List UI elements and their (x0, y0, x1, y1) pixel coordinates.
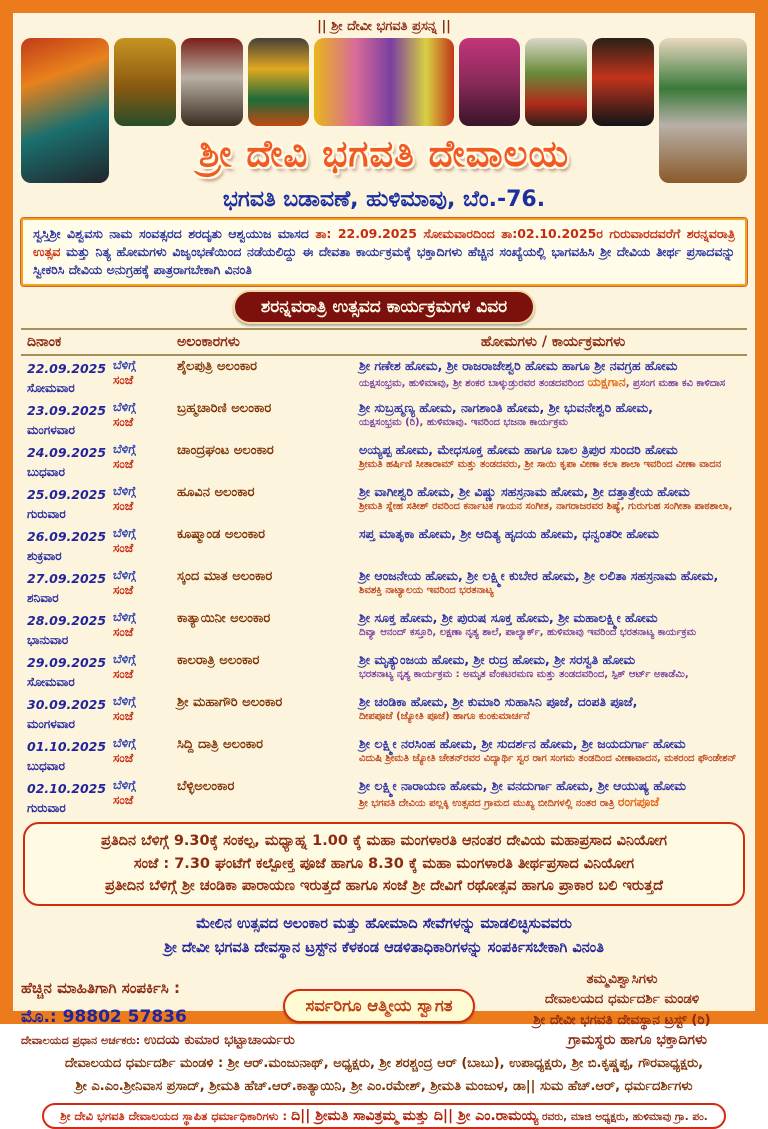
row-time-cell (113, 526, 169, 564)
row-alankara: ಸ್ಕಂದ ಮಾತ ಅಲಂಕಾರ (177, 569, 273, 585)
row-date-cell (21, 526, 113, 564)
deity-photo-green-saree (248, 38, 310, 126)
row-time-cell (113, 694, 169, 732)
row-time-cell (113, 610, 169, 648)
row-time-cell (113, 400, 169, 438)
program-text: ವಿದುಷಿ ಶ್ರೀಮತಿ ಜ್ಯೋತಿ ಚೇತನ್‌ರವರ ವಿದ್ಯಾರ್ಥಿ ಸ್ವರ ರಾಗ ಸಂಗಮ ತಂಡದಿಂದ ವೀಣಾವಾದನ, ಮಕರಂದ ಫೌಂಡೇಶನ್ (359, 753, 737, 764)
row-date: 27.09.2025 (27, 571, 107, 587)
row-alankara: ಶ್ರೀ ಮಹಾಗೌರಿ ಅಲಂಕಾರ (177, 695, 283, 711)
row-weekday: ಗುರುವಾರ (27, 801, 66, 816)
schedule-header-row (21, 328, 747, 356)
row-date: 25.09.2025 (27, 487, 107, 503)
trustee-board-line-2: ಶ್ರೀ ಎ.ಎಂ.ಶ್ರೀನಿವಾಸ ಪ್ರಸಾದ್, ಶ್ರೀಮತಿ ಹೆಚ್.ಆರ್.ಕಾತ್ಯಾಯಿನಿ, ಶ್ರೀ ಎಂ.ರಮೇಶ್, ಶ್ರೀಮತಿ ಮಂಜುಳ, ಡಾ|| ಸುಮ ಹೆಚ್.ಆರ್, ಧರ್ಮದರ್ಶಿಗಳು (75, 1079, 693, 1095)
row-weekday: ಶುಕ್ರವಾರ (27, 549, 62, 564)
row-date-cell (21, 400, 113, 438)
row-date: 24.09.2025 (27, 445, 107, 461)
program-text: ದಿವ್ಯಾ ಆನಂದ್ ಕಸ್ತೂರಿ, ಲಕ್ಷಣಾ ನೃತ್ಯ ಶಾಲೆ, ಪಾಲ್ಯಾರ್ಕ್, ಹುಳಿಮಾವು ಇವರಿಂದ ಭರತನಾಟ್ಯ ಕಾರ್ಯಕ್ರಮ (359, 627, 697, 638)
program-text: ದೀಪಪೂಜೆ (ಜ್ಯೋತಿ ಪೂಜೆ) ಹಾಗೂ ಕುಂಕುಮಾರ್ಚನೆ (359, 711, 530, 722)
temple-address: ಭಗವತಿ ಬಡಾವಣೆ, ಹುಳಿಮಾವು, ಬೆಂ.-76. (222, 187, 546, 212)
row-programs-cell (359, 652, 747, 690)
row-date: 02.10.2025 (27, 781, 107, 797)
row-time-evening: ಸಂಜೆ (113, 793, 134, 808)
program-text: ಶಿವಶಕ್ತಿ ನಾಟ್ಯಾಲಯ ಇವರಿಂದ ಭರತನಾಟ್ಯ (359, 585, 494, 596)
photo-slot-strip (114, 38, 654, 126)
contact-section (21, 969, 747, 1030)
photo-center-column (114, 38, 654, 176)
invocation-line: || ಶ್ರೀ ದೇವೀ ಭಗವತಿ ಪ್ರಸನ್ನ || (317, 19, 451, 34)
row-alankara: ಕಾತ್ಯಾಯಿನೀ ಅಲಂಕಾರ (177, 611, 271, 627)
program-text: ಶ್ರೀಮತಿ ಹರ್ಷಿಣಿ ಸೀತಾರಾಮ್ ಮತ್ತು ತಂಡದವರು, ಶ್ರೀ ಸಾಯಿ ಕೃಪಾ ವೀಣಾ ಕಲಾ ಶಾಲಾ ಇವರಿಂದ ವೀಣಾ ವಾದನ (359, 459, 722, 470)
schedule-row (21, 692, 747, 734)
row-time-morning: ಬೆಳಿಗ್ಗೆ (113, 694, 136, 709)
row-cultural-program (359, 416, 747, 430)
welcome-pill: ಸರ್ವರಿಗೂ ಆತ್ಮೀಯ ಸ್ವಾಗತ (283, 989, 474, 1023)
row-date-cell (21, 694, 113, 732)
row-time-evening: ಸಂಜೆ (113, 541, 134, 556)
row-time-cell (113, 358, 169, 396)
signoff-line-4: ಗ್ರಾಮಸ್ಥರು ಹಾಗೂ ಭಕ್ತಾದಿಗಳು (568, 1031, 707, 1048)
row-alankara: ಸಿದ್ದಿ ದಾತ್ರಿ ಅಲಂಕಾರ (177, 737, 264, 753)
row-date-cell (21, 358, 113, 396)
row-cultural-program (359, 794, 747, 811)
temple-title: ಶ್ರೀ ದೇವಿ ಭಗವತಿ ದೇವಾಲಯ (198, 132, 570, 175)
deity-photo-navadurga-group (314, 38, 453, 126)
row-alankara: ಬೆಳ್ಳಿಅಲಂಕಾರ (177, 779, 235, 795)
row-time-morning: ಬೆಳಿಗ್ಗೆ (113, 442, 136, 457)
schedule-row (21, 776, 747, 818)
row-time-cell (113, 778, 169, 816)
row-time-evening: ಸಂಜೆ (113, 583, 134, 598)
row-weekday: ಬುಧವಾರ (27, 759, 65, 774)
head-priest-line (21, 1032, 295, 1048)
row-homa-list: ಶ್ರೀ ವಾಗೀಶ್ವರಿ ಹೋಮ, ಶ್ರೀ ವಿಷ್ಣು ಸಹಸ್ರನಾಮ ಹೋಮ, ಶ್ರೀ ದತ್ತಾತ್ರೇಯ ಹೋಮ (359, 484, 690, 500)
welcome-pill-wrap (261, 969, 497, 1023)
priest-villagers-row (21, 1032, 747, 1048)
row-time-evening: ಸಂಜೆ (113, 415, 134, 430)
column-header-spacer (113, 334, 169, 350)
timing-line-2: ಸಂಜೆ : 7.30 ಘಂಟೆಗೆ ಕಲ್ಪೋಕ್ತ ಪೂಜೆ ಹಾಗೂ 8.30 ಕ್ಕೆ ಮಹಾ ಮಂಗಳಾರತಿ ತೀರ್ಥಪ್ರಸಾದ ವಿನಿಯೋಗ (133, 855, 635, 872)
row-time-morning: ಬೆಳಿಗ್ಗೆ (113, 484, 136, 499)
row-time-morning: ಬೆಳಿಗ್ಗೆ (113, 778, 136, 793)
row-date: 23.09.2025 (27, 403, 107, 419)
deity-photo-utsava-murti (21, 38, 109, 183)
row-time-evening: ಸಂಜೆ (113, 751, 134, 766)
row-time-morning: ಬೆಳಿಗ್ಗೆ (113, 526, 136, 541)
founders-names: ದಿ|| ಶ್ರೀಮತಿ ಸಾವಿತ್ರಮ್ಮ ಮತ್ತು ದಿ|| ಶ್ರೀ ಎಂ.ರಾಮಯ್ಯ (291, 1107, 539, 1124)
row-date: 22.09.2025 (27, 361, 107, 377)
row-programs-cell (359, 484, 747, 522)
program-text: , ಪ್ರಸಂಗ ಮಹಾ ಕವಿ ಕಾಳಿದಾಸ (625, 378, 726, 389)
row-alankara: ಶೈಲಪುತ್ರಿ ಅಲಂಕಾರ (177, 359, 258, 375)
signoff-line-2: ದೇವಾಲಯದ ಧರ್ಮದರ್ಶಿ ಮಂಡಳಿ (544, 991, 700, 1008)
program-text: ಭರತನಾಟ್ಯ ನೃತ್ಯ ಕಾರ್ಯಕ್ರಮ : ಅಮೃತ ವೆಂಕಟರಮಣ ಮತ್ತು ತಂಡದವರಿಂದ, ಸ್ಪಿಕ್ ಆರ್ಟ್ ಅಕಾಡೆಮಿ, (359, 669, 689, 680)
founders-suffix: ರವರು, ಮಾಜಿ ಅಧ್ಯಕ್ಷರು, ಹುಳಿಮಾವು ಗ್ರಾ. ಪಂ. (538, 1110, 708, 1123)
head-priest-label: ದೇವಾಲಯದ ಪ್ರಧಾನ ಅರ್ಚಕರು: (21, 1033, 144, 1047)
row-alankara: ಹೂವಿನ ಅಲಂಕಾರ (177, 485, 255, 501)
row-alankara: ಬ್ರಹ್ಮಚಾರಿಣಿ ಅಲಂಕಾರ (177, 401, 272, 417)
row-date: 30.09.2025 (27, 697, 107, 713)
row-time-morning: ಬೆಳಿಗ್ಗೆ (113, 400, 136, 415)
row-date-cell (21, 442, 113, 480)
schedule-row (21, 734, 747, 776)
daily-timings-box (23, 822, 745, 905)
schedule-rows (21, 356, 747, 818)
deity-photo-dark-face-garland (592, 38, 654, 126)
schedule-row (21, 440, 747, 482)
schedule-table (21, 328, 747, 818)
row-alankara: ಕಾಲರಾತ್ರಿ ಅಲಂಕಾರ (177, 653, 260, 669)
column-header-programs: ಹೋಮಗಳು / ಕಾರ್ಯಕ್ರಮಗಳು (480, 334, 626, 351)
row-cultural-program (359, 374, 747, 391)
row-weekday: ಸೋಮವಾರ (27, 675, 75, 690)
row-time-morning: ಬೆಳಿಗ್ಗೆ (113, 610, 136, 625)
row-time-cell (113, 736, 169, 774)
festival-intro-paragraph (21, 218, 747, 286)
contact-label: ಹೆಚ್ಚಿನ ಮಾಹಿತಿಗಾಗಿ ಸಂಪರ್ಕಿಸಿ : (21, 979, 180, 998)
row-time-evening: ಸಂಜೆ (113, 373, 134, 388)
schedule-row (21, 566, 747, 608)
row-weekday: ಗುರುವಾರ (27, 507, 66, 522)
row-programs-cell (359, 442, 747, 480)
row-weekday: ಭಾನುವಾರ (27, 633, 69, 648)
row-date-cell (21, 568, 113, 606)
schedule-row (21, 398, 747, 440)
deity-photo-decorated-sanctum (659, 38, 747, 183)
row-cultural-program (359, 752, 747, 766)
deity-photo-pink-shrine (459, 38, 521, 126)
row-cultural-program (359, 584, 747, 598)
program-highlight: ಯಕ್ಷಗಾನ (587, 374, 626, 389)
row-time-cell (113, 442, 169, 480)
row-homa-list: ಅಯ್ಯಪ್ಪ ಹೋಮ, ಮೇಧಸೂಕ್ತ ಹೋಮ ಹಾಗೂ ಬಾಲ ತ್ರಿಪುರ ಸುಂದರಿ ಹೋಮ (359, 442, 678, 458)
row-cultural-program (359, 500, 747, 514)
row-date: 01.10.2025 (27, 739, 107, 755)
signoff-line-3: ಶ್ರೀ ದೇವೀ ಭಗವತಿ ದೇವಸ್ಥಾನ ಟ್ರಸ್ಟ್ (ರಿ) (533, 1011, 711, 1028)
program-highlight: ರಂಗಪೂಜೆ (617, 794, 660, 809)
contact-phone-number: ಮೊ.: 98802 57836 (21, 1007, 187, 1028)
row-homa-list: ಶ್ರೀ ಸುಬ್ರಹ್ಮಣ್ಯ ಹೋಮ, ನಾಗಶಾಂತಿ ಹೋಮ, ಶ್ರೀ ಭುವನೇಶ್ವರಿ ಹೋಮ, (359, 400, 653, 416)
timing-line-3: ಪ್ರತೀದಿನ ಬೆಳಿಗ್ಗೆ ಶ್ರೀ ಚಂಡಿಕಾ ಪಾರಾಯಣ ಇರುತ್ತದೆ ಹಾಗೂ ಸಂಜೆ ಶ್ರೀ ದೇವಿಗೆ ರಥೋತ್ಸವ ಹಾಗೂ ಪ್ರಾಕಾರ ಬಲಿ ಇರುತ್ತದೆ (104, 878, 664, 895)
schedule-row (21, 524, 747, 566)
row-cultural-program (359, 458, 747, 472)
row-date: 28.09.2025 (27, 613, 107, 629)
row-date-cell (21, 652, 113, 690)
row-time-evening: ಸಂಜೆ (113, 625, 134, 640)
row-weekday: ಮಂಗಳವಾರ (27, 423, 76, 438)
row-time-cell (113, 484, 169, 522)
contact-block (21, 969, 261, 1027)
row-time-morning: ಬೆಳಿಗ್ಗೆ (113, 568, 136, 583)
intro-segment: ಸ್ವಸ್ತಿಶ್ರೀ ವಿಶ್ವವಸು ನಾಮ ಸಂವತ್ಸರದ ಶರದೃತು ಆಶ್ವಯುಜ ಮಾಸದ (33, 226, 316, 241)
row-homa-list: ಶ್ರೀ ಸೂಕ್ತ ಹೋಮ, ಶ್ರೀ ಪುರುಷ ಸೂಕ್ತ ಹೋಮ, ಶ್ರೀ ಮಹಾಲಕ್ಷ್ಮೀ ಹೋಮ (359, 610, 658, 626)
schedule-title-pill: ಶರನ್ನವರಾತ್ರಿ ಉತ್ಸವದ ಕಾರ್ಯಕ್ರಮಗಳ ವಿವರ (233, 290, 535, 324)
program-text: ಶ್ರೀ ಭಗವತಿ ದೇವಿಯ ಪಲ್ಲಕ್ಕಿ ಉತ್ಸವದ ಗ್ರಾಮದ ಮುಖ್ಯ ಬೀದಿಗಳಲ್ಲಿ ನಂತರ ರಾತ್ರಿ (359, 798, 618, 809)
row-time-evening: ಸಂಜೆ (113, 667, 134, 682)
row-homa-list: ಸಪ್ತ ಮಾತೃಕಾ ಹೋಮ, ಶ್ರೀ ಆದಿತ್ಯ ಹೃದಯ ಹೋಮ, ಧನ್ವಂತರೀ ಹೋಮ (359, 526, 660, 542)
row-homa-list: ಶ್ರೀ ಆಂಜನೇಯ ಹೋಮ, ಶ್ರೀ ಲಕ್ಷ್ಮೀ ಕುಬೇರ ಹೋಮ, ಶ್ರೀ ಲಲಿತಾ ಸಹಸ್ರನಾಮ ಹೋಮ, (359, 568, 719, 584)
deity-photo-garlanded-idol (525, 38, 587, 126)
row-programs-cell (359, 568, 747, 606)
row-alankara: ಚಾಂದ್ರಘಂಟ ಅಲಂಕಾರ (177, 443, 274, 459)
row-programs-cell (359, 526, 747, 564)
row-time-morning: ಬೆಳಿಗ್ಗೆ (113, 652, 136, 667)
row-weekday: ಬುಧವಾರ (27, 465, 65, 480)
program-text: ಯಕ್ಷಸಂಭ್ರಮ (ರಿ), ಹುಳಿಮಾವು. ಇವರಿಂದ ಭಜನಾ ಕಾರ್ಯಕ್ರಮ (359, 417, 568, 428)
row-time-cell (113, 568, 169, 606)
row-homa-list: ಶ್ರೀ ಗಣೇಶ ಹೋಮ, ಶ್ರೀ ರಾಜರಾಜೇಶ್ವರಿ ಹೋಮ ಹಾಗೂ ಶ್ರೀ ನವಗ್ರಹ ಹೋಮ (359, 358, 678, 374)
column-header-alankara: ಅಲಂಕಾರಗಳು (177, 334, 240, 351)
appeal-line-1: ಮೇಲಿನ ಉತ್ಸವದ ಅಲಂಕಾರ ಮತ್ತು ಹೋಮಾದಿ ಸೇವೆಗಳನ್ನು ಮಾಡಲಿಚ್ಛಿಸುವವರು (196, 915, 572, 932)
founders-label: ಶ್ರೀ ದೇವಿ ಭಗವತಿ ದೇವಾಲಯದ ಸ್ಥಾಪಿತ ಧರ್ಮಾಧಿಕಾರಿಗಳು : (60, 1108, 292, 1123)
row-programs-cell (359, 358, 747, 396)
row-programs-cell (359, 694, 747, 732)
row-weekday: ಶನಿವಾರ (27, 591, 59, 606)
row-date-cell (21, 610, 113, 648)
row-alankara: ಕೂಷ್ಮಾಂಡ ಅಲಂಕಾರ (177, 527, 265, 543)
row-programs-cell (359, 610, 747, 648)
deity-photo-strip (21, 38, 747, 183)
row-weekday: ಮಂಗಳವಾರ (27, 717, 76, 732)
program-text: ಶ್ರೀಮತಿ ಸ್ನೇಹ ಸತೀಶ್ ರವರಿಂದ ಕರ್ನಾಟಕ ಗಾಯನ ಸಂಗೀತ, ನಾಗರಾಜರವರ ಶಿಷ್ಯೆ, ಗುರುಗುಹ ಸಂಗೀತಾ ಪಾಠಶಾಲಾ, (359, 501, 733, 512)
row-date: 26.09.2025 (27, 529, 107, 545)
program-text: ಯಕ್ಷಸಂಭ್ರಮ, ಹುಳಿಮಾವು, ಶ್ರೀ ಶಂಕರ ಬಾಳ್ಕುಡ್ರುರವರ ತಂಡದವರಿಂದ (359, 378, 588, 389)
row-time-evening: ಸಂಜೆ (113, 457, 134, 472)
schedule-row (21, 356, 747, 398)
intro-segment: ಮತ್ತು ನಿತ್ಯ ಹೋಮಗಳು ವಿಜೃಂಭಣೆಯಿಂದ ನಡೆಯಲಿದ್ದು ಈ ದೇವತಾ ಕಾರ್ಯಕ್ರಮಕ್ಕೆ ಭಕ್ತಾದಿಗಳು ಹೆಚ್ಚಿನ ಸಂಖ್ಯೆಯಲ್ಲಿ ಭಾಗವಹಿಸಿ ಶ್ರೀ ದೇವಿಯ ತೀರ್ಥ ಪ್ರಸಾದವನ್ನು ಸ್ವೀಕರಿಸಿ ದೇವಿಯ ಅನುಗ್ರಹಕ್ಕೆ ಪಾತ್ರರಾಗಬೇಕಾಗಿ ವಿನಂತಿ (33, 244, 736, 278)
photo-slot-right (659, 38, 747, 183)
row-weekday: ಸೋಮವಾರ (27, 381, 75, 396)
trustee-board-line-1: ದೇವಾಲಯದ ಧರ್ಮದರ್ಶಿ ಮಂಡಳಿ : ಶ್ರೀ ಆರ್.ಮಂಜುನಾಥ್, ಅಧ್ಯಕ್ಷರು, ಶ್ರೀ ಶರಶ್ಚಂದ್ರ ಆರ್ (ಬಾಬು), ಉಪಾಧ್ಯಕ್ಷರು, ಶ್ರೀ ಬಿ.ಕೃಷ್ಣಪ್ಪ, ಗೌರವಾಧ್ಯಕ್ಷರು, (64, 1055, 704, 1071)
deity-photo-white-flowers (181, 38, 243, 126)
head-priest-name: ಉದಯ ಕುಮಾರ ಭಟ್ಟಾಚಾರ್ಯರು (143, 1031, 295, 1048)
row-date: 29.09.2025 (27, 655, 107, 671)
signoff-line-1: ತಮ್ಮವಿಶ್ವಾಸಿಗಳು (586, 971, 658, 988)
founders-oval (42, 1103, 725, 1129)
signoff-block (497, 969, 747, 1030)
row-time-evening: ಸಂಜೆ (113, 709, 134, 724)
intro-highlight-segment: ತಾ: 22.09.2025 ಸೋಮವಾರದಿಂದ ತಾ:02.10.2025ರ ಗುರುವಾರದವರೆಗೆ (315, 226, 687, 241)
row-time-morning: ಬೆಳಿಗ್ಗೆ (113, 736, 136, 751)
row-programs-cell (359, 400, 747, 438)
intro-highlight-segment: ಶರನ್ನವರಾತ್ರಿ ಉತ್ಸವ (33, 226, 735, 260)
row-programs-cell (359, 736, 747, 774)
row-cultural-program (359, 626, 747, 640)
row-programs-cell (359, 778, 747, 816)
appeal-line-2: ಶ್ರೀ ದೇವೀ ಭಗವತಿ ದೇವಸ್ಥಾನ ಟ್ರಸ್ಟ್‌ನ ಕೆಳಕಂಡ ಆಡಳಿತಾಧಿಕಾರಿಗಳನ್ನು ಸಂಪರ್ಕಿಸಬೇಕಾಗಿ ವಿನಂತಿ (164, 940, 604, 957)
photo-slot-left (21, 38, 109, 183)
row-time-cell (113, 652, 169, 690)
schedule-row (21, 650, 747, 692)
column-header-date: ದಿನಾಂಕ (27, 334, 62, 351)
trustee-board-lines (21, 1052, 747, 1099)
deity-photo-golden-arch (114, 38, 176, 126)
timing-line-1: ಪ್ರತಿದಿನ ಬೆಳಿಗ್ಗೆ 9.30ಕ್ಕೆ ಸಂಕಲ್ಪ, ಮಧ್ಯಾಹ್ನ 1.00 ಕ್ಕೆ ಮಹಾ ಮಂಗಳಾರತಿ ಆನಂತರ ದೇವಿಯ ಮಹಾಪ್ರಸಾದ ವಿನಿಯೋಗ (101, 833, 667, 850)
schedule-row (21, 608, 747, 650)
schedule-row (21, 482, 747, 524)
row-date-cell (21, 778, 113, 816)
row-homa-list: ಶ್ರೀ ಚಂಡಿಕಾ ಹೋಮ, ಶ್ರೀ ಕುಮಾರಿ ಸುಹಾಸಿನಿ ಪೂಜೆ, ದಂಪತಿ ಪೂಜೆ, (359, 694, 638, 710)
row-cultural-program (359, 668, 747, 682)
row-date-cell (21, 736, 113, 774)
row-date-cell (21, 484, 113, 522)
row-homa-list: ಶ್ರೀ ಮೃತ್ಯುಂಜಯ ಹೋಮ, ಶ್ರೀ ರುದ್ರ ಹೋಮ, ಶ್ರೀ ಸರಸ್ವತಿ ಹೋಮ (359, 652, 636, 668)
row-time-morning: ಬೆಳಿಗ್ಗೆ (113, 358, 136, 373)
seva-appeal (21, 912, 747, 961)
row-homa-list: ಶ್ರೀ ಲಕ್ಷ್ಮೀ ನಾರಾಯಣ ಹೋಮ, ಶ್ರೀ ವನದುರ್ಗಾ ಹೋಮ, ಶ್ರೀ ಆಯುಷ್ಯ ಹೋಮ (359, 778, 686, 794)
row-homa-list: ಶ್ರೀ ಲಕ್ಷ್ಮೀ ನರಸಿಂಹ ಹೋಮ, ಶ್ರೀ ಸುದರ್ಶನ ಹೋಮ, ಶ್ರೀ ಜಯದುರ್ಗಾ ಹೋಮ (359, 736, 686, 752)
row-time-evening: ಸಂಜೆ (113, 499, 134, 514)
row-cultural-program (359, 710, 747, 724)
